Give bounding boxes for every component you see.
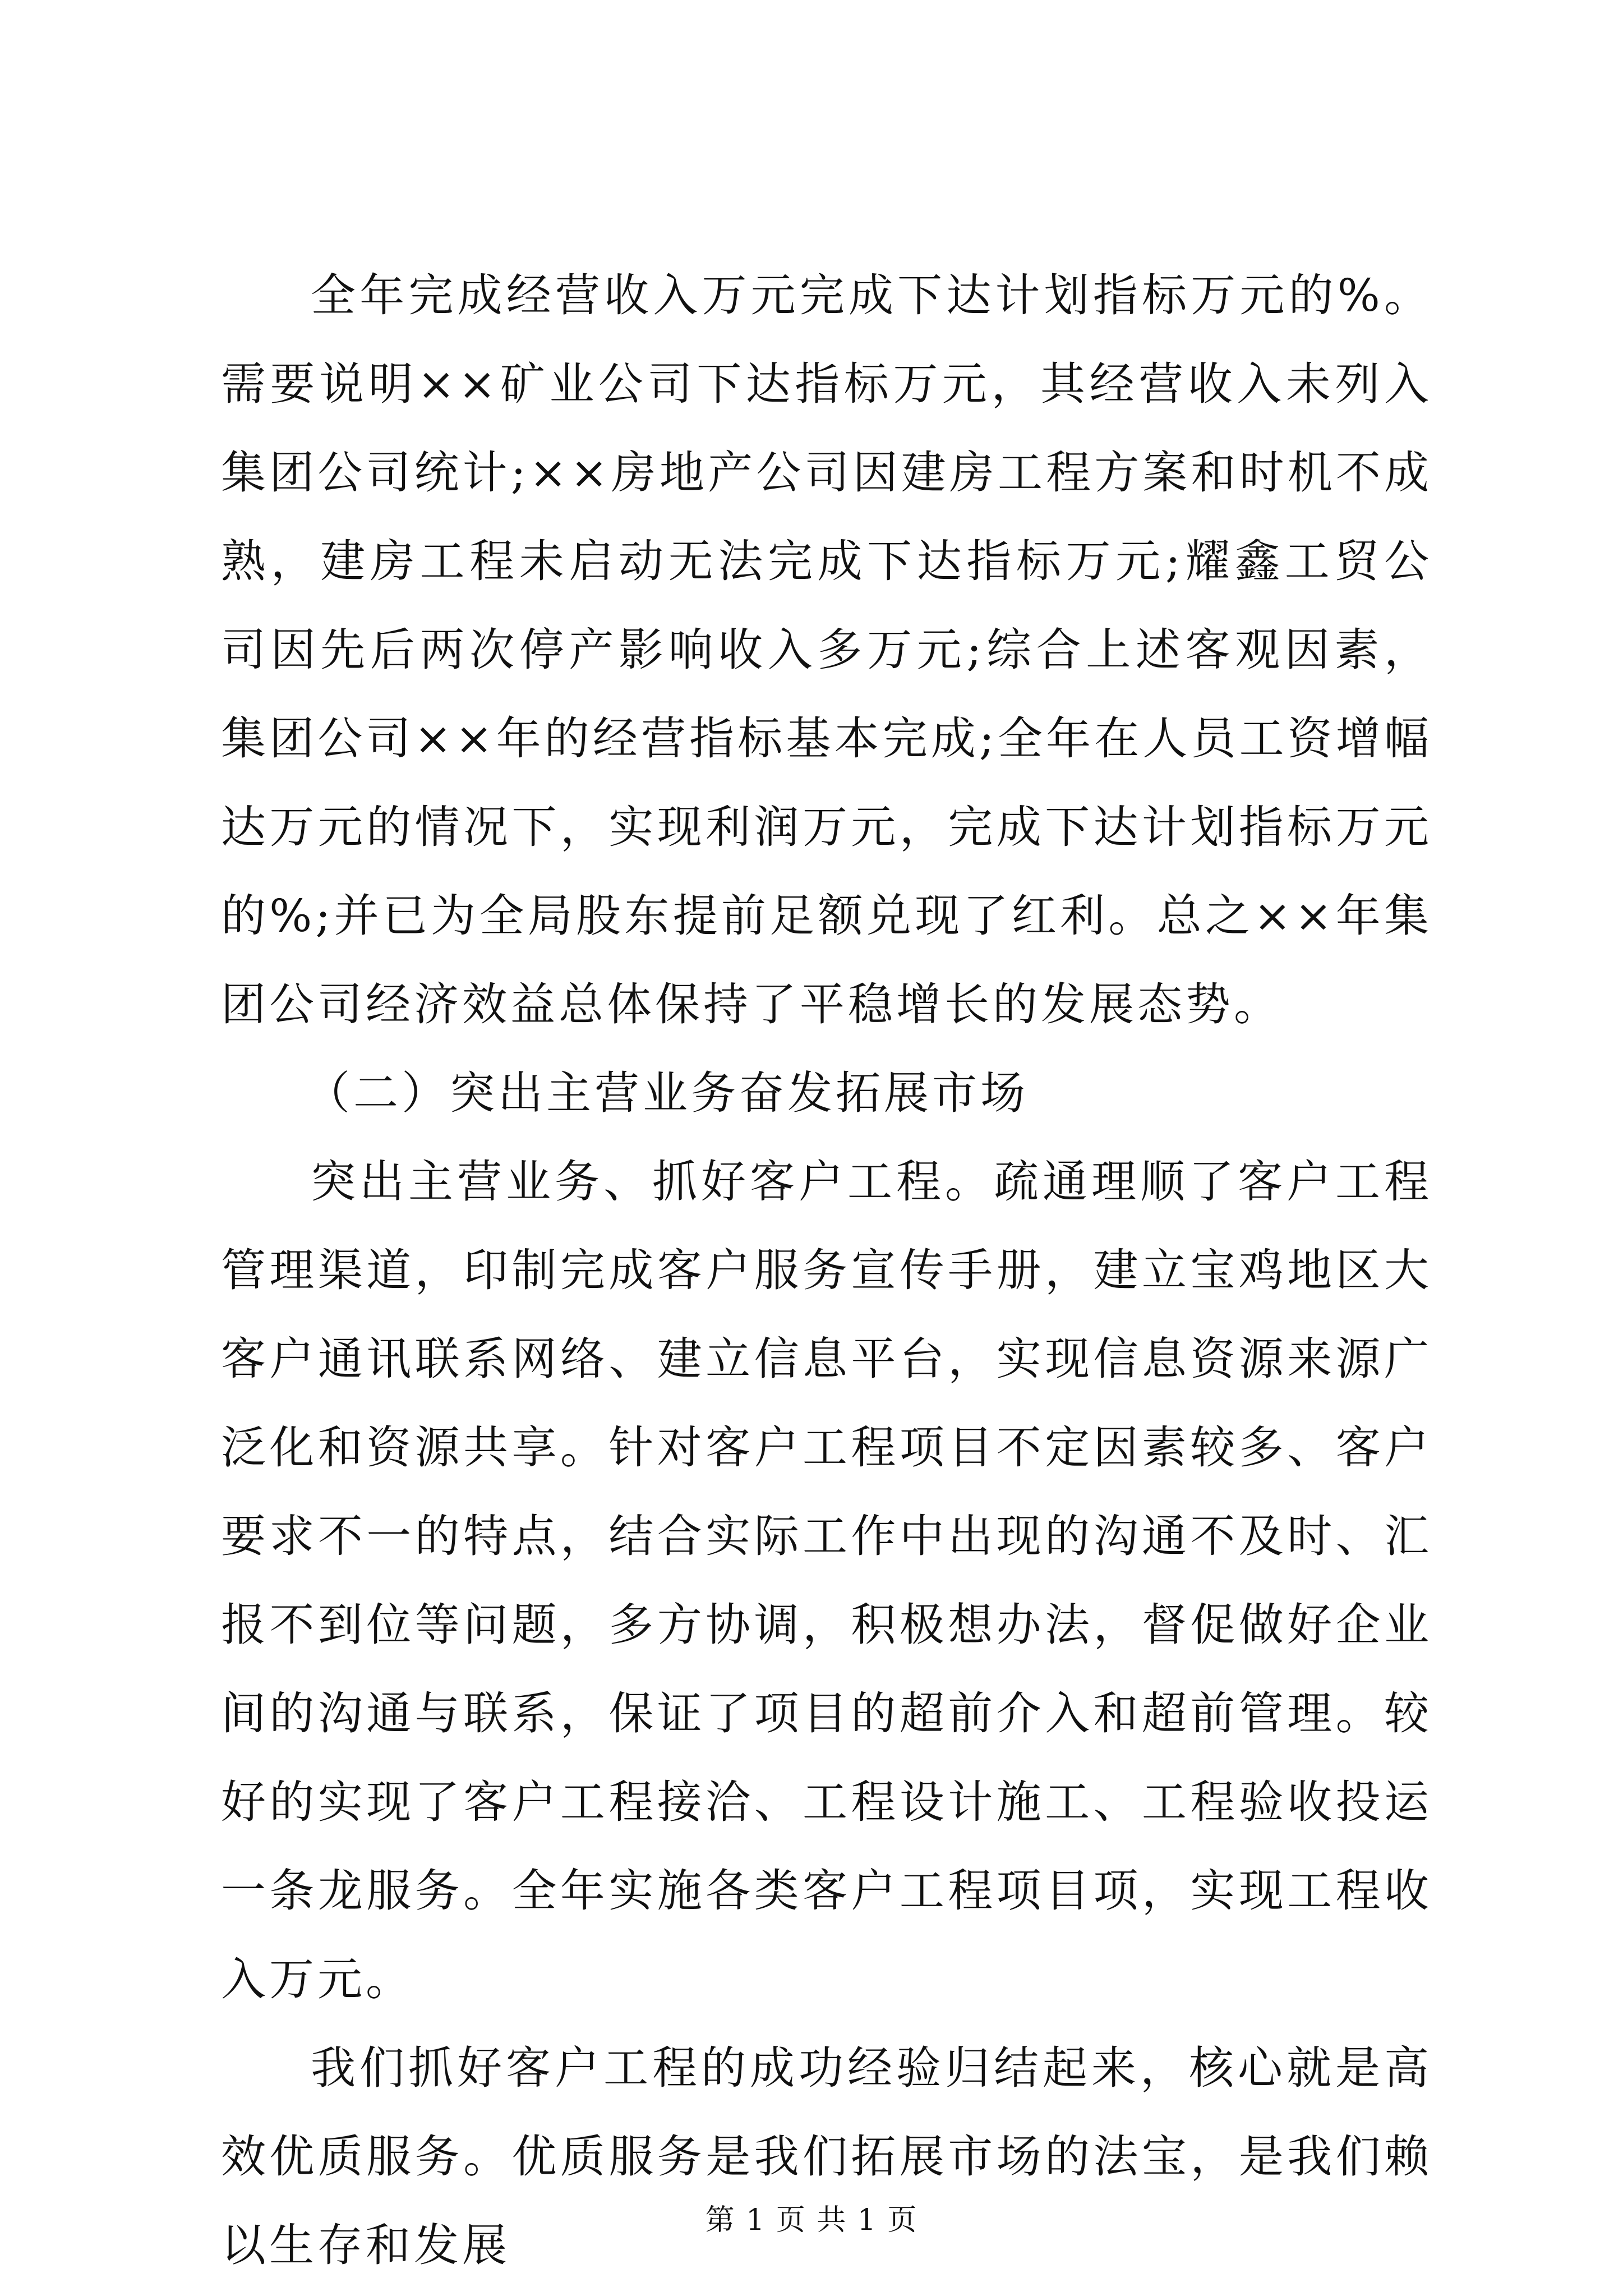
body-paragraph: 我们抓好客户工程的成功经验归结起来，核心就是高效优质服务。优质服务是我们拓展市场的法宝，是我们赖以生存和发展 bbox=[221, 2042, 1432, 2271]
body-paragraph: 突出主营业务、抓好客户工程。疏通理顺了客户工程管理渠道，印制完成客户服务宣传手册，建立宝鸡地区大客户通讯联系网络、建立信息平台，实现信息资源来源广泛化和资源共享。针对客户工程项目不定因素较多、客户要求不一的特点，结合实际工作中出现的沟通不及时、汇报不到位等问题，多方协调，积极想办法，督促做好企业间的沟通与联系，保证了项目的超前介入和超前管理。较好的实现了客户工程接洽、工程设计施工、工程验收投运一条龙服务。全年实施各类客户工程项目项，实现工程收入万元。 bbox=[221, 1156, 1432, 2005]
body-paragraph: 全年完成经营收入万元完成下达计划指标万元的%。需要说明××矿业公司下达指标万元，其经营收入未列入集团公司统计;××房地产公司因建房工程方案和时机不成熟，建房工程未启动无法完成下达指标万元;耀鑫工贸公司因先后两次停产影响收入多万元;综合上述客观因素，集团公司××年的经营指标基本完成;全年在人员工资增幅达万元的情况下，实现利润万元，完成下达计划指标万元的%;并已为全局股东提前足额兑现了红利。总之××年集团公司经济效益总体保持了平稳增长的发展态势。 bbox=[221, 269, 1432, 1030]
document-body bbox=[221, 251, 1432, 2290]
section-heading: （二）突出主营业务奋发拓展市场 bbox=[305, 1067, 1029, 1119]
page-footer: 第 1 页 共 1 页 bbox=[705, 2203, 918, 2237]
